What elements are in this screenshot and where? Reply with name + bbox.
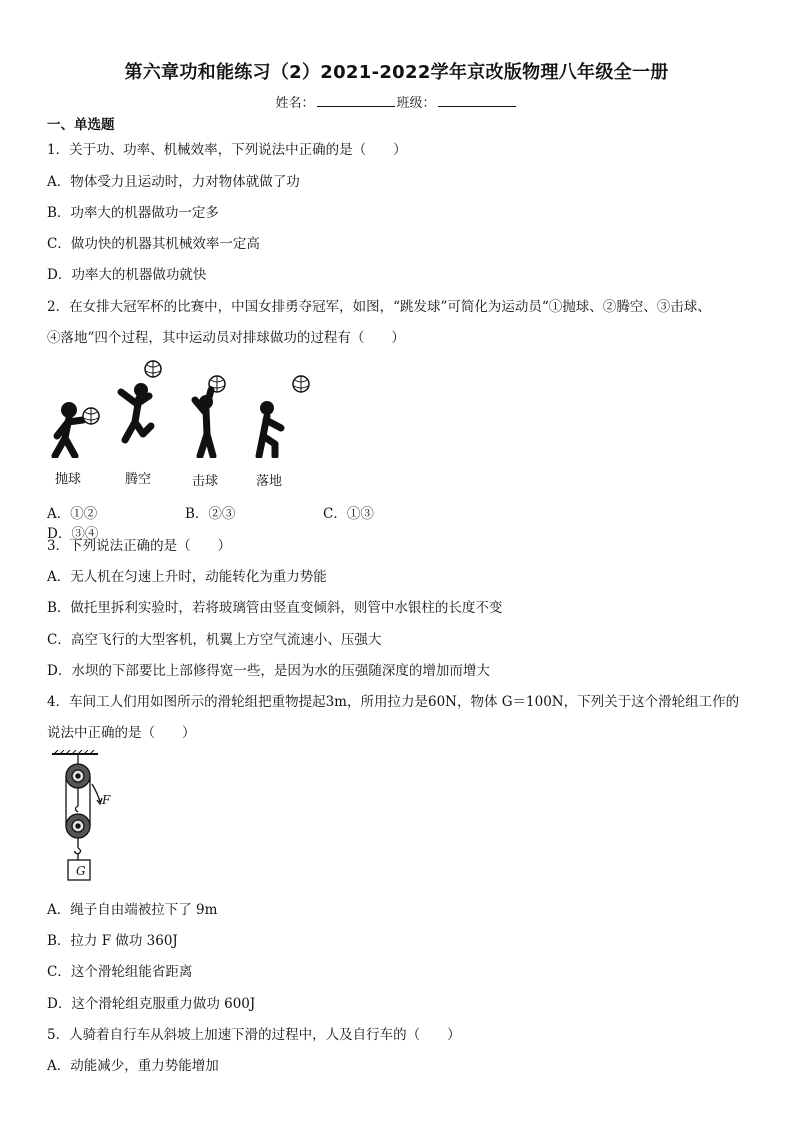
jump-figure: [121, 361, 161, 440]
weight-label: G: [76, 864, 86, 878]
q2-stem-line1: 2．在女排大冠军杯的比赛中，中国女排勇夺冠军，如图，“跳发球”可简化为运动员“①抛球、②腾空、③击球、: [47, 299, 711, 315]
caption-spike: 击球: [192, 474, 219, 489]
q1-option-d: D．功率大的机器做功就快: [47, 267, 207, 283]
q1-option-b: B．功率大的机器做功一定多: [47, 205, 219, 221]
q4-option-d: D．这个滑轮组克服重力做功 600J: [47, 996, 256, 1012]
q2-option-c: C．①③: [323, 506, 374, 522]
name-label: 姓名：: [275, 96, 315, 111]
q2-option-a: A．①②: [47, 506, 98, 522]
student-info: [0, 92, 793, 111]
volleyball-serve-figure: [45, 356, 325, 458]
q2-stem-line2: ④落地”四个过程，其中运动员对排球做功的过程有（ ）: [47, 330, 405, 346]
class-label: 班级：: [396, 96, 436, 111]
q3-option-c: C．高空飞行的大型客机，机翼上方空气流速小、压强大: [47, 632, 382, 648]
spike-figure: [195, 376, 225, 456]
q4-option-b: B．拉力 F 做功 360J: [47, 933, 178, 949]
section-heading: 一、单选题: [47, 117, 115, 133]
caption-land: 落地: [256, 474, 283, 489]
q3-stem: 3．下列说法正确的是（ ）: [47, 538, 232, 554]
page-title: 第六章功和能练习（2）2021-2022学年京改版物理八年级全一册: [124, 62, 669, 83]
q5-option-a: A．动能减少，重力势能增加: [47, 1058, 219, 1074]
land-figure: [259, 376, 309, 456]
q3-option-b: B．做托里拆利实验时，若将玻璃管由竖直变倾斜，则管中水银柱的长度不变: [47, 600, 503, 616]
q4-stem-line1: 4．车间工人们用如图所示的滑轮组把重物提起3m，所用拉力是60N，物体 G＝100N，下列关于这个滑轮组工作的: [47, 694, 740, 710]
q3-option-a: A．无人机在匀速上升时，动能转化为重力势能: [47, 569, 327, 585]
class-blank[interactable]: [438, 94, 516, 107]
q1-option-c: C．做功快的机器其机械效率一定高: [47, 236, 260, 252]
q4-stem-line2: 说法中正确的是（ ）: [47, 725, 196, 741]
caption-toss: 抛球: [55, 472, 82, 487]
force-label: F: [102, 793, 111, 807]
name-blank[interactable]: [317, 94, 395, 107]
q2-option-b: B．②③: [185, 506, 236, 522]
q4-option-c: C．这个滑轮组能省距离: [47, 964, 193, 980]
q4-option-a: A．绳子自由端被拉下了 9m: [47, 902, 218, 918]
q1-option-a: A．物体受力且运动时，力对物体就做了功: [47, 174, 300, 190]
toss-figure: [55, 402, 99, 456]
q1-stem: 1．关于功、功率、机械效率，下列说法中正确的是（ ）: [47, 142, 407, 158]
q3-option-d: D．水坝的下部要比上部修得宽一些，是因为水的压强随深度的增加而增大: [47, 663, 490, 679]
q5-stem: 5．人骑着自行车从斜坡上加速下滑的过程中，人及自行车的（ ）: [47, 1027, 461, 1043]
q2-option-d: D．③④: [47, 526, 99, 542]
caption-jump: 腾空: [125, 472, 152, 487]
